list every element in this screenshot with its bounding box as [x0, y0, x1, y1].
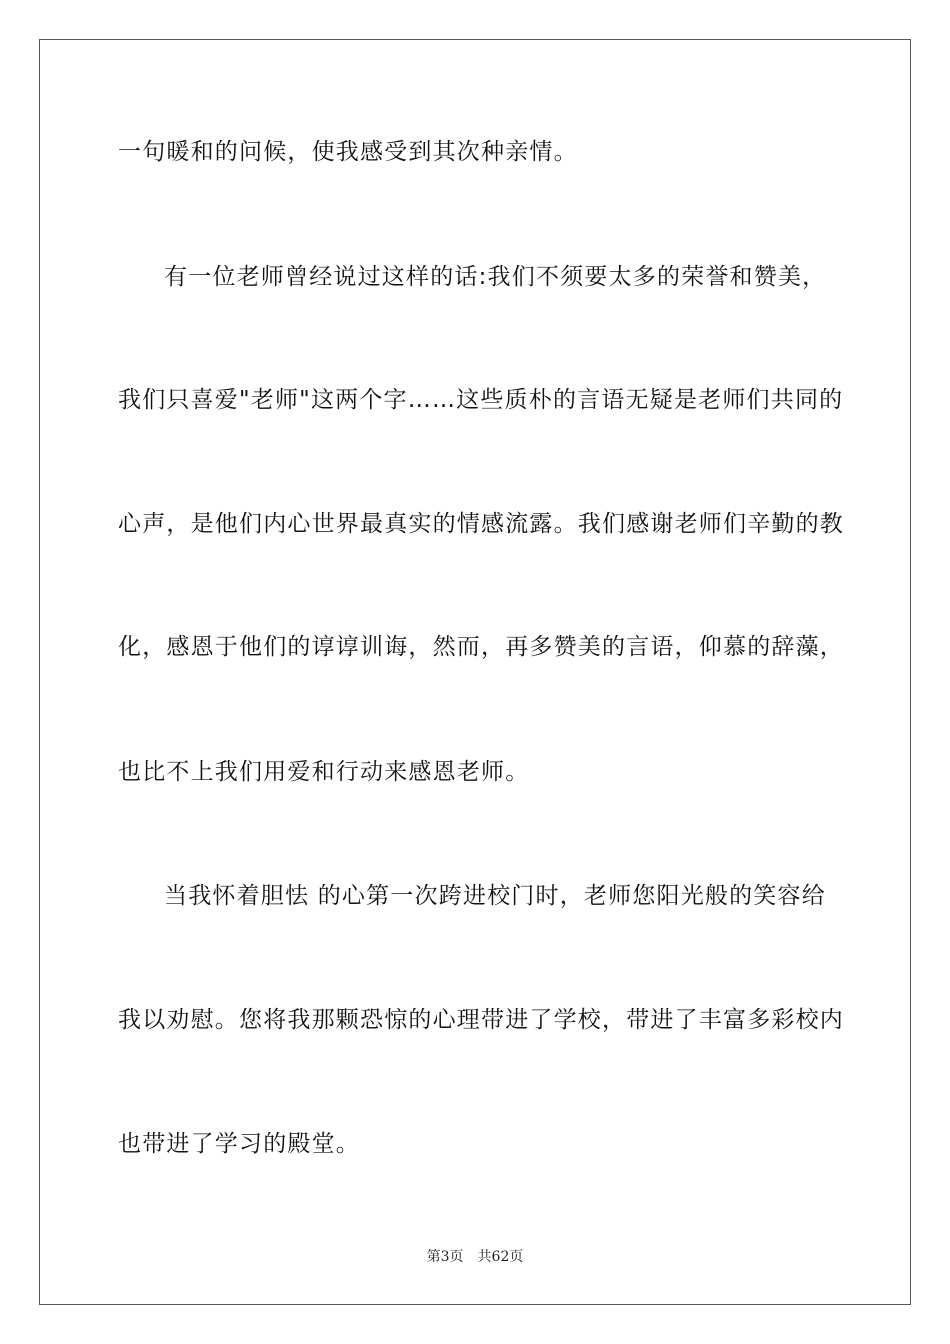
paragraph-line: 我们只喜爱"老师"这两个字……这些质朴的言语无疑是老师们共同的 [118, 387, 844, 413]
paragraph-line: 我以劝慰。您将我那颗恐惊的心理带进了学校，带进了丰富多彩校内 [118, 1007, 844, 1033]
page-footer [0, 1246, 950, 1266]
total-pages: 共62页 [477, 1249, 524, 1265]
paragraph-line: 也带进了学习的殿堂。 [118, 1131, 360, 1157]
paragraph-line: 心声，是他们内心世界最真实的情感流露。我们感谢老师们辛勤的教 [118, 511, 844, 537]
page-number: 第3页 [426, 1249, 464, 1265]
page-frame [39, 39, 911, 1305]
paragraph-line: 化，感恩于他们的谆谆训诲，然而，再多赞美的言语，仰慕的辞藻， [118, 634, 844, 660]
paragraph-line: 有一位老师曾经说过这样的话:我们不须要太多的荣誉和赞美， [164, 264, 827, 290]
paragraph-line: 一句暖和的问候，使我感受到其次种亲情。 [118, 139, 578, 165]
paragraph-line: 当我怀着胆怯 的心第一次跨进校门时，老师您阳光般的笑容给 [164, 883, 826, 909]
paragraph-line: 也比不上我们用爱和行动来感恩老师。 [118, 759, 530, 785]
